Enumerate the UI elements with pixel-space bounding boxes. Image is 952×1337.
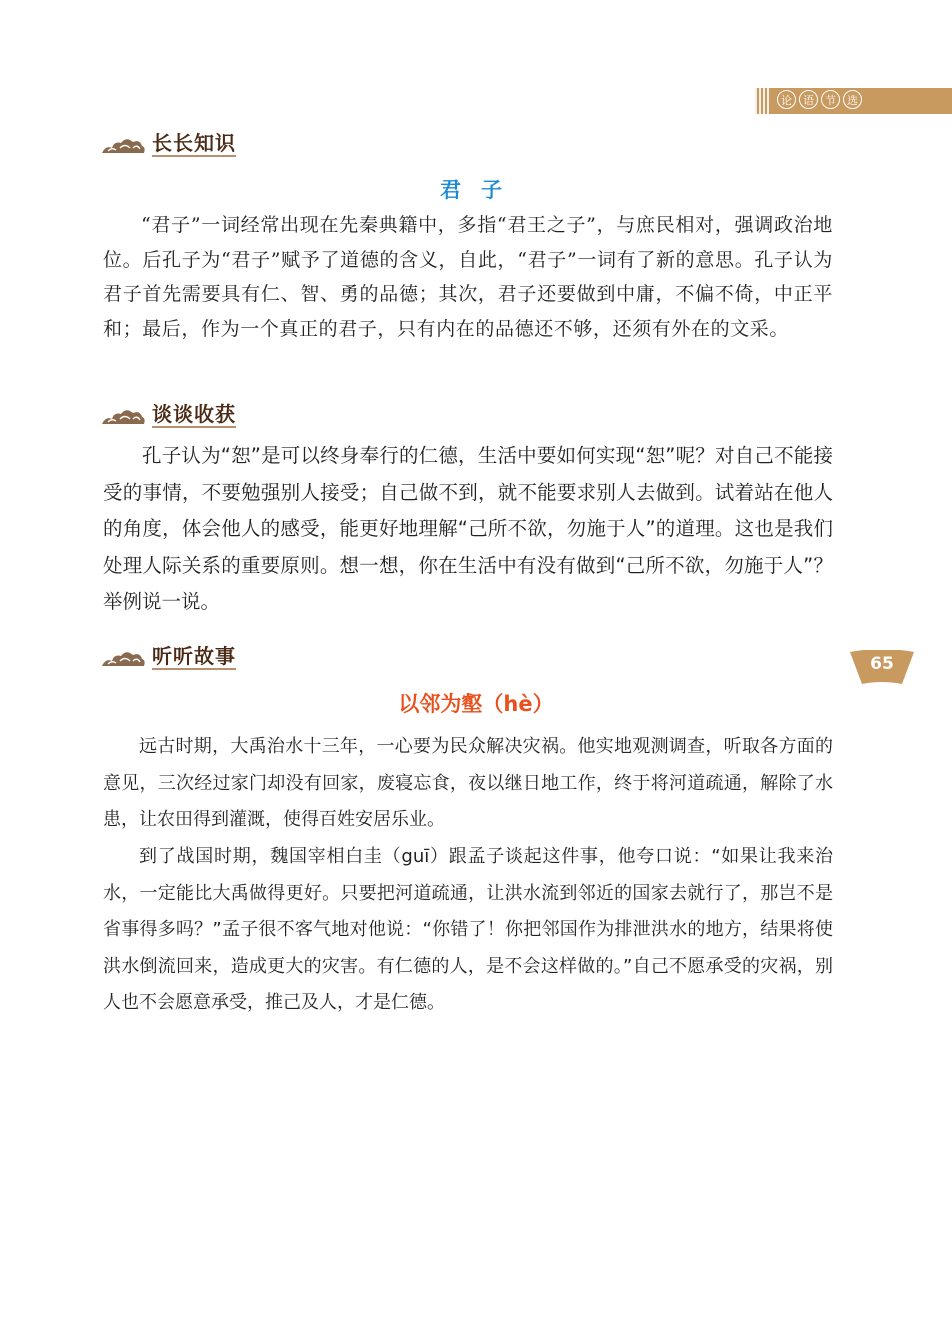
book-title-chars <box>777 90 862 109</box>
section-title: 听听故事 <box>152 644 236 668</box>
band-stripes <box>755 88 771 114</box>
header-band <box>755 88 952 114</box>
cloud-icon <box>100 133 146 157</box>
section-title: 长长知识 <box>152 131 236 155</box>
paragraph: 孔子认为“恕”是可以终身奉行的仁德，生活中要如何实现“恕”呢？对自己不能接受的事情，不要勉强别人接受；自己做不到，就不能要求别人去做到。试着站在他人的角度，体会他人的感受，能更好地理解“己所不欲，勿施于人”的道理。这也是我们处理人际关系的重要原则。想一想，你在生活中有没有做到“己所不欲，勿施于人”？举例说一说。 <box>103 444 833 613</box>
book-title-char: 选 <box>843 90 862 109</box>
section-heading-knowledge <box>100 132 236 157</box>
book-title-char: 语 <box>799 90 818 109</box>
book-title-char: 节 <box>821 90 840 109</box>
section-title: 谈谈收获 <box>152 402 236 426</box>
cloud-icon <box>100 404 146 428</box>
page-number: 65 <box>870 654 894 674</box>
book-title-char: 论 <box>777 90 796 109</box>
article-title-junzi: 君子 <box>440 178 522 202</box>
cloud-icon <box>100 646 146 670</box>
paragraph: 到了战国时期，魏国宰相白圭（guī）跟孟子谈起这件事，他夸口说：“如果让我来治水，一定能比大禹做得更好。只要把河道疏通，让洪水流到邻近的国家去就行了，那岂不是省事得多吗？”孟子很不客气地对他说：“你错了！你把邻国作为排泄洪水的地方，结果将使洪水倒流回来，造成更大的灾害。有仁德的人，是不会这样做的。”自己不愿承受的灾祸，别人也不会愿意承受，推己及人，才是仁德。 <box>103 846 833 1013</box>
story-title: 以邻为壑（hè） <box>398 692 554 716</box>
section-heading-reflection <box>100 403 236 428</box>
paragraph: 远古时期，大禹治水十三年，一心要为民众解决灾祸。他实地观测调查，听取各方面的意见，三次经过家门却没有回家，废寝忘食，夜以继日地工作，终于将河道疏通，解除了水患，让农田得到灌溉，使得百姓安居乐业。 <box>103 736 833 830</box>
section-heading-story <box>100 645 236 670</box>
paragraph: “君子”一词经常出现在先秦典籍中，多指“君王之子”，与庶民相对，强调政治地位。后孔子为“君子”赋予了道德的含义，自此，“君子”一词有了新的意思。孔子认为君子首先需要具有仁、智、勇的品德；其次，君子还要做到中庸，不偏不倚，中正平和；最后，作为一个真正的君子，只有内在的品德还不够，还须有外在的文采。 <box>103 214 833 340</box>
